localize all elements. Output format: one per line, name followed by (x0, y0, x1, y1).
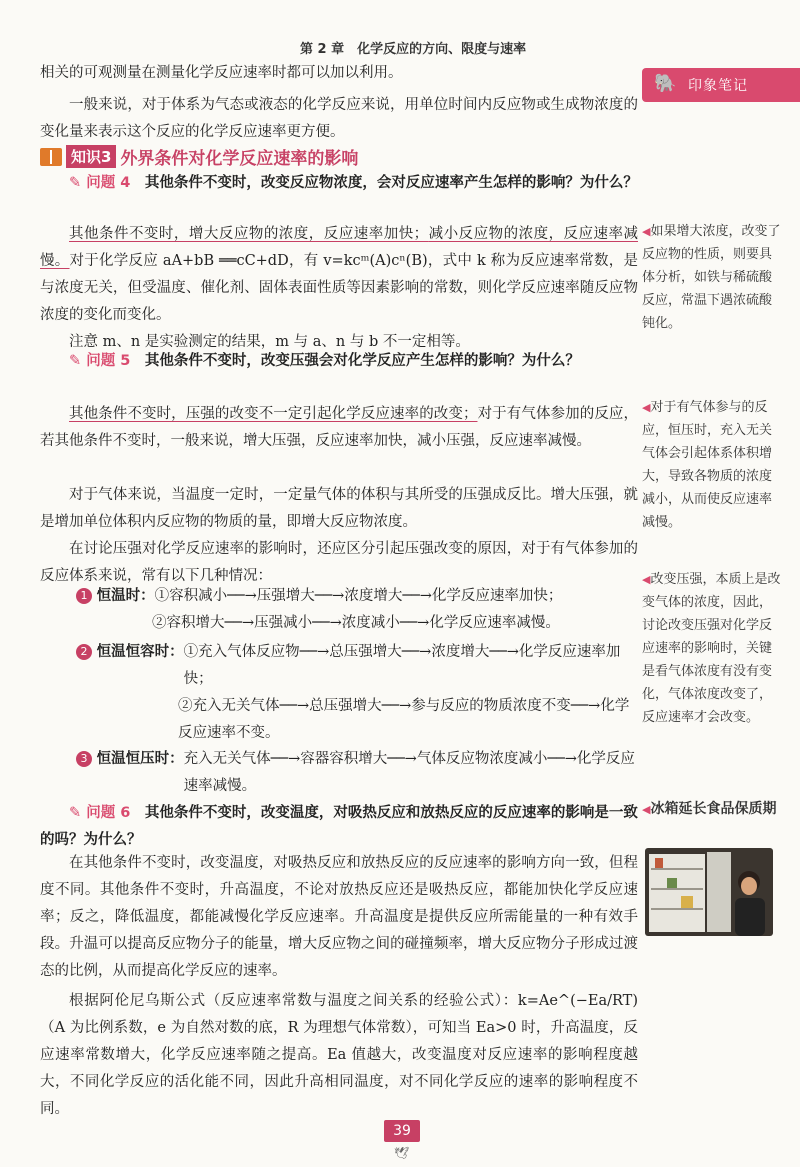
question-4: ✎ 问题 4 其他条件不变时，改变反应物浓度，会对反应速率产生怎样的影响？为什么？ (69, 175, 638, 191)
answer-5: 其他条件不变时，压强的改变不一定引起化学反应速率的改变；对于有气体参加的反应，若其他条件不变时，一般来说，增大压强，反应速率加快，减小压强，反应速率减慢。 (40, 406, 638, 449)
pen-icon: ✎ (69, 805, 87, 821)
pen-icon: ✎ (69, 353, 87, 369)
page-number: 39 (384, 1120, 420, 1142)
paragraph: 一般来说，对于体系为气态或液态的化学反应来说，用单位时间内反应物或生成物浓度的变化量来表示这个反应的化学反应速率更方便。 (40, 97, 638, 140)
pen-icon: ✎ (69, 175, 87, 191)
notes-tab (642, 68, 800, 102)
side-note-3: ◀改变压强，本质上是改变气体的浓度，因此，讨论改变压强对化学反应速率的影响时，关键是看气体浓度有没有变化，气体浓度改变了，反应速率才会改变。 (642, 572, 781, 725)
answer-5-p3: 在讨论压强对化学反应速率的影响时，还应区分引起压强改变的原因，对于有气体参加的反应体系来说，常有以下几种情况： (40, 541, 638, 584)
bird-icon: 🕊 (394, 1146, 410, 1160)
answer-4: 其他条件不变时，增大反应物的浓度，反应速率加快；减小反应物的浓度，反应速率减慢。对于化学反应 aA+bB ══cC+dD，有 v=kcᵐ(A)cⁿ(B)，式中 k 称为反应速率常数，是与浓度无关，但受温度、催化剂、固体表面性质等因素影响的常数，则化学反应速率随反应物浓度的变化而变化。 (40, 226, 638, 323)
answer-6-p1: 在其他条件不变时，改变温度，对吸热反应和放热反应的反应速率的影响方向一致，但程度不同。其他条件不变时，升高温度，不论对放热反应还是吸热反应，都能加快化学反应速率；反之，降低温度，都能减慢化学反应速率。升高温度是提供反应所需能量的一种有效手段。升温可以提高反应物分子的能量，增大反应物之间的碰撞频率，增大反应物分子形成过渡态的比例，从而提高化学反应的速率。 (40, 855, 638, 979)
side-note-1: ◀如果增大浓度，改变了反应物的性质，则要具体分析，如铁与稀硫酸反应，常温下遇浓硫酸钝化。 (642, 224, 781, 331)
case-2: 2 恒温恒容时： ①充入气体反应物──→总压强增大──→浓度增大──→化学反应速率加快； ②充入无关气体──→总压强增大──→参与反应的物质浓度不变──→化学反应速率不变。 (76, 639, 636, 747)
answer-5-p2: 对于气体来说，当温度一定时，一定量气体的体积与其所受的压强成反比。增大压强，就是增加单位体积内反应物的物质的量，即增大反应物浓度。 (40, 487, 638, 530)
elephant-icon: 🐘 (654, 73, 677, 94)
knowledge-tag: 知识3 (66, 145, 116, 168)
case-1: 1 恒温时：①容积减小──→压强增大──→浓度增大──→化学反应速率加快； ②容积增大──→压强减小──→浓度减小──→化学反应速率减慢。 (76, 583, 636, 637)
chapter-header: 第 2 章 化学反应的方向、限度与速率 (300, 42, 527, 57)
fridge-photo (645, 848, 773, 936)
knowledge-title: 外界条件对化学反应速率的影响 (120, 149, 359, 169)
case-3: 3 恒温恒压时： 充入无关气体──→容器容积增大──→气体反应物浓度减小──→化学反应速率减慢。 (76, 746, 636, 800)
notes-tab-label: 印象笔记 (688, 78, 748, 94)
question-5: ✎ 问题 5 其他条件不变时，改变压强会对化学反应产生怎样的影响？为什么？ (69, 353, 580, 369)
question-6: ✎ 问题 6 其他条件不变时，改变温度，对吸热反应和放热反应的反应速率的影响是一致的吗？为什么？ (40, 805, 638, 848)
text-line: 相关的可观测量在测量化学反应速率时都可以加以利用。 (40, 65, 403, 81)
side-note-4: ◀冰箱延长食品保质期 (642, 801, 777, 817)
knowledge-heading (40, 144, 358, 169)
answer-4-note: 注意 m、n 是实验测定的结果，m 与 a、n 与 b 不一定相等。 (69, 334, 470, 350)
answer-6-p2: 根据阿伦尼乌斯公式（反应速率常数与温度之间关系的经验公式）：k=Ae^(−Ea/RT)（A 为比例系数，e 为自然对数的底，R 为理想气体常数），可知当 Ea>0 时，升高温度，反应速率常数增大，化学反应速率随之提高。Ea 值越大，改变温度对反应速率的影响程度越大，不同化学反应的活化能不同，因此升高相同温度，对不同化学反应的速率的影响程度不同。 (40, 993, 638, 1117)
book-icon (40, 148, 62, 166)
side-note-2: ◀对于有气体参与的反应，恒压时，充入无关气体会引起体系体积增大，导致各物质的浓度减小，从而使反应速率减慢。 (642, 400, 773, 530)
